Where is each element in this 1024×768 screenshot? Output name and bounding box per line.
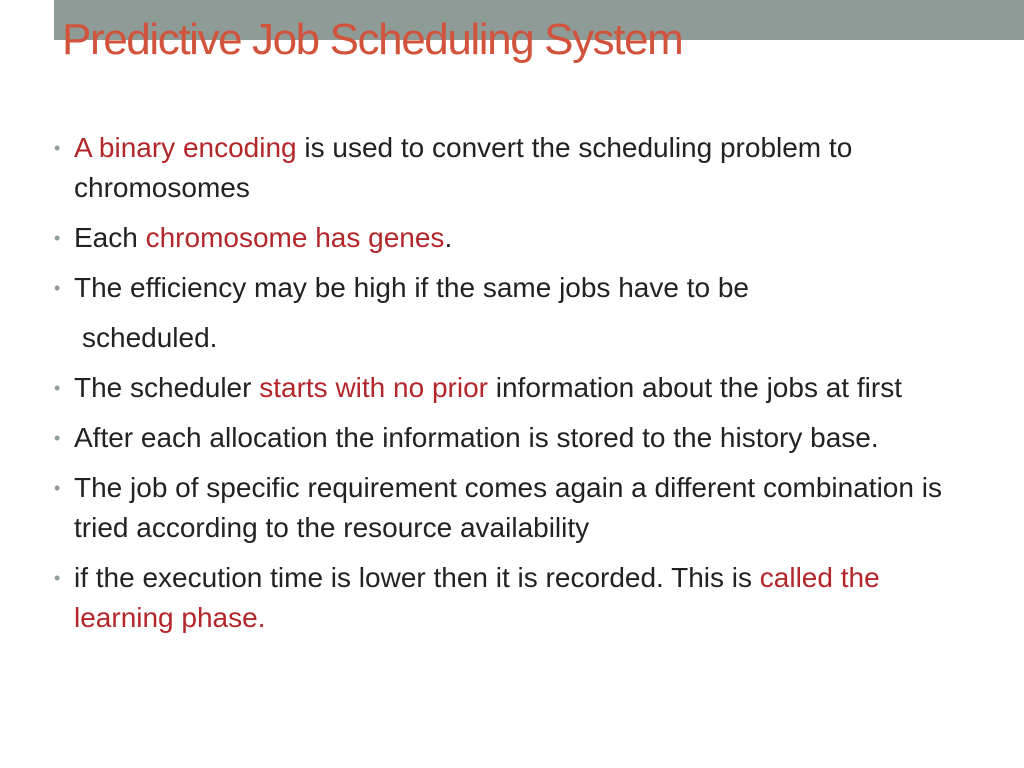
bullet-item — [52, 268, 952, 308]
title-bar-gap — [0, 0, 54, 40]
bullet-text: The efficiency may be high if the same jobs have to be — [74, 272, 749, 303]
bullet-dot-icon: • — [54, 428, 61, 448]
bullet-text: information about the jobs at first — [487, 372, 902, 403]
bullet-text: The job of specific requirement comes again a different combination is tried according to the resource availability — [74, 472, 942, 543]
bullet-item — [52, 558, 952, 638]
bullet-text: if the execution time is lower then it is recorded. This is — [74, 562, 760, 593]
bullet-text-highlight: starts with no prior — [259, 372, 488, 403]
bullet-item — [52, 468, 952, 548]
bullet-text-highlight: called the learning phase. — [74, 562, 880, 633]
bullet-text: After each allocation the information is stored to the history base. — [74, 422, 879, 453]
bullet-item — [52, 418, 952, 458]
bullet-text-highlight: A binary encoding — [74, 132, 297, 163]
bullet-item — [52, 128, 952, 208]
bullet-text: The scheduler — [74, 372, 260, 403]
bullet-dot-icon: • — [54, 138, 61, 158]
bullet-dot-icon: • — [54, 278, 61, 298]
bullet-continuation: scheduled. — [82, 322, 218, 353]
bullet-dot-icon: • — [54, 378, 61, 398]
bullet-text: . — [444, 222, 453, 253]
bullet-dot-icon: • — [54, 478, 61, 498]
bullet-text: Each — [74, 222, 146, 253]
bullet-text-highlight: chromosome has genes — [145, 222, 445, 253]
slide-title: Predictive Job Scheduling System — [62, 15, 683, 64]
bullet-dot-icon: • — [54, 568, 61, 588]
bullet-list — [52, 128, 952, 648]
bullet-item — [52, 368, 952, 408]
bullet-dot-icon: • — [54, 228, 61, 248]
bullet-item — [52, 218, 952, 258]
bullet-text: is used to convert the scheduling problem to chromosomes — [74, 132, 853, 203]
